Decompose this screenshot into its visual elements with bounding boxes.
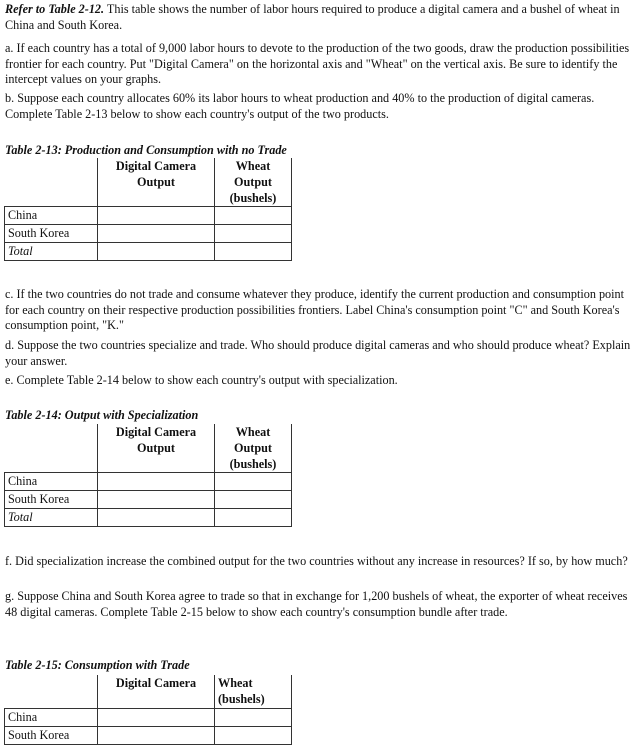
question-f-text: f. Did specialization increase the combined output for the two countries without any increase in resources? If so, by how much? — [5, 554, 628, 568]
table-14-corner — [5, 424, 98, 473]
question-c-text: c. If the two countries do not trade and consume whatever they produce, identify the current production and consumption point for each country on their respective production possibilities frontiers. Label China's consumption point "C" and South Korea's consumption point, "K." — [5, 287, 625, 333]
table-row — [5, 491, 292, 509]
table-13-header-row — [5, 158, 292, 207]
table-13-row-label-china: China — [5, 207, 98, 225]
question-b-text: b. Suppose each country allocates 60% its labor hours to wheat production and 40% to the production of digital cameras. Complete Table 2-13 below to show each country's output of the two products. — [5, 91, 595, 121]
table-reference: Refer to Table 2-12. — [5, 2, 105, 16]
table-14-row-label-china: China — [5, 473, 98, 491]
table-15-caption: Table 2-15: Consumption with Trade — [5, 658, 190, 672]
table-row — [5, 509, 292, 527]
table-row — [5, 473, 292, 491]
table-14-caption: Table 2-14: Output with Specialization — [5, 408, 199, 422]
table-15-input-china-wheat[interactable] — [215, 709, 292, 727]
table-15-header-wheat: Wheat (bushels) — [215, 675, 292, 709]
table-14-input-total-wheat[interactable] — [215, 509, 292, 527]
table-13-input-china-camera[interactable] — [98, 207, 215, 225]
intro-text: This table shows the number of labor hours required to produce a digital camera and a bushel of wheat in China and South Korea. — [5, 2, 620, 32]
table-14-row-label-south-korea: South Korea — [5, 491, 98, 509]
table-15 — [4, 675, 292, 745]
table-row — [5, 727, 292, 745]
table-13-row-label-south-korea: South Korea — [5, 225, 98, 243]
table-13-input-total-wheat[interactable] — [215, 243, 292, 261]
table-14-header-camera: Digital Camera Output — [98, 424, 215, 473]
question-g — [5, 589, 631, 620]
table-14-input-china-camera[interactable] — [98, 473, 215, 491]
table-14-input-china-wheat[interactable] — [215, 473, 292, 491]
table-15-row-label-south-korea: South Korea — [5, 727, 98, 745]
table-row — [5, 243, 292, 261]
question-e — [5, 373, 631, 389]
table-13-caption: Table 2-13: Production and Consumption with no Trade — [5, 143, 287, 157]
table-row — [5, 207, 292, 225]
table-row — [5, 225, 292, 243]
table-13-input-total-camera[interactable] — [98, 243, 215, 261]
table-14-header-row — [5, 424, 292, 473]
intro-paragraph — [5, 2, 631, 33]
table-14-input-korea-camera[interactable] — [98, 491, 215, 509]
question-a — [5, 41, 631, 88]
table-14-input-korea-wheat[interactable] — [215, 491, 292, 509]
table-14-header-wheat: Wheat Output (bushels) — [215, 424, 292, 473]
question-d — [5, 338, 631, 369]
table-14-row-label-total: Total — [5, 509, 98, 527]
table-13-header-camera: Digital Camera Output — [98, 158, 215, 207]
table-15-input-china-camera[interactable] — [98, 709, 215, 727]
table-15-header-row — [5, 675, 292, 709]
table-13-input-korea-wheat[interactable] — [215, 225, 292, 243]
table-14-input-total-camera[interactable] — [98, 509, 215, 527]
question-d-text: d. Suppose the two countries specialize and trade. Who should produce digital cameras and who should produce wheat? Explain your answer. — [5, 338, 631, 368]
table-13-row-label-total: Total — [5, 243, 98, 261]
question-c — [5, 287, 631, 334]
table-15-header-camera: Digital Camera — [98, 675, 215, 709]
table-15-input-korea-wheat[interactable] — [215, 727, 292, 745]
table-15-corner — [5, 675, 98, 709]
table-14 — [4, 424, 292, 527]
question-g-text: g. Suppose China and South Korea agree to trade so that in exchange for 1,200 bushels of wheat, the exporter of wheat receives 48 digital cameras. Complete Table 2-15 below to show each country's consumption bundle after trade. — [5, 589, 628, 619]
table-13-corner — [5, 158, 98, 207]
table-row — [5, 709, 292, 727]
question-a-text: a. If each country has a total of 9,000 labor hours to devote to the production of the two goods, draw the production possibilities frontier for each country. Put "Digital Camera" on the horizontal axis and "Wheat" on the vertical axis. Be sure to identify the intercept values on your graphs. — [5, 41, 630, 87]
question-b — [5, 91, 631, 122]
table-15-row-label-china: China — [5, 709, 98, 727]
table-13-input-korea-camera[interactable] — [98, 225, 215, 243]
table-13-input-china-wheat[interactable] — [215, 207, 292, 225]
question-e-text: e. Complete Table 2-14 below to show each country's output with specialization. — [5, 373, 398, 387]
question-f — [5, 554, 631, 570]
table-13-header-wheat: Wheat Output (bushels) — [215, 158, 292, 207]
table-15-input-korea-camera[interactable] — [98, 727, 215, 745]
table-13 — [4, 158, 292, 261]
